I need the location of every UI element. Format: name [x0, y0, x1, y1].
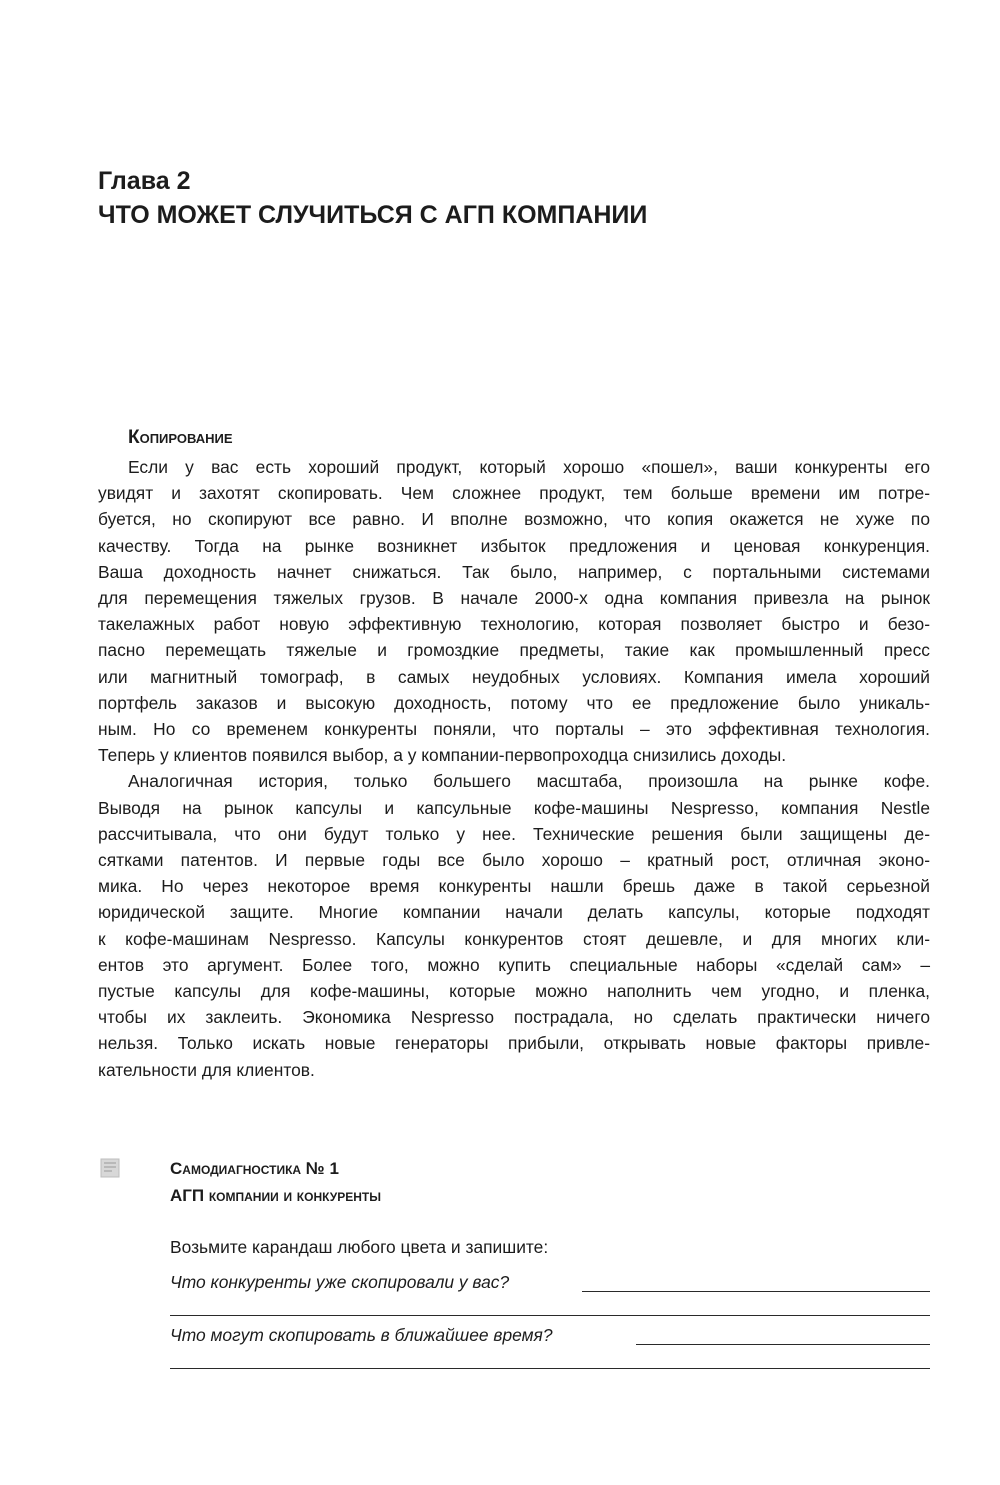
- text-line: буется, но скопируют все равно. И вполне возможно, что копия окажется не хуже по: [98, 509, 930, 530]
- answer-line-1a[interactable]: [582, 1291, 930, 1292]
- chapter-title: ЧТО МОЖЕТ СЛУЧИТЬСЯ С АГП КОМПАНИИ: [98, 201, 648, 229]
- self-diagnosis-subtitle: АГП компании и конкуренты: [170, 1186, 381, 1205]
- text-line: рассчитывала, что они будут только у нее. Технические решения были защищены де-: [98, 823, 930, 844]
- text-line: Если у вас есть хороший продукт, который хорошо «пошел», ваши конкуренты его: [128, 457, 930, 477]
- text-line: нельзя. Только искать новые генераторы прибыли, открывать новые факторы привле-: [98, 1033, 930, 1054]
- paragraph-2: [98, 768, 930, 1082]
- text-line: Теперь у клиентов появился выбор, а у компании-первопроходца снизились доходы.: [98, 745, 787, 766]
- question-1: Что конкуренты уже скопировали у вас?: [170, 1272, 510, 1292]
- answer-line-2b[interactable]: [170, 1368, 930, 1369]
- text-line: качеству. Тогда на рынке возникнет избыток предложения и ценовая конкуренция.: [98, 535, 930, 556]
- section-heading: Копирование: [128, 427, 233, 448]
- text-line: пасно перемещать тяжелые и громоздкие предметы, такие как промышленный пресс: [98, 640, 930, 661]
- paragraph-1: [98, 454, 930, 768]
- answer-line-1b[interactable]: [170, 1315, 930, 1316]
- text-line: Ваша доходность начнет снижаться. Так было, например, с портальными системами: [98, 561, 930, 582]
- text-line: ентов это аргумент. Более того, можно купить специальные наборы «сделай сам» –: [98, 954, 930, 975]
- text-line: портфель заказов и высокую доходность, потому что ее предложение было уникаль-: [98, 692, 930, 713]
- text-line: кательности для клиентов.: [98, 1059, 315, 1080]
- pencil-note-icon: [100, 1158, 120, 1178]
- question-2: Что могут скопировать в ближайшее время?: [170, 1325, 553, 1345]
- text-line: увидят и захотят скопировать. Чем сложнее продукт, тем больше времени им потре-: [98, 483, 930, 504]
- text-line: для перемещения тяжелых грузов. В начале 2000-х одна компания привезла на рынок: [98, 588, 930, 609]
- text-line: юридической защите. Многие компании начали делать капсулы, которые подходят: [98, 902, 930, 923]
- text-line: сятками патентов. И первые годы все было хорошо – кратный рост, отличная эконо-: [98, 850, 930, 871]
- text-line: чтобы их заклеить. Экономика Nespresso пострадала, но сделать практически ничего: [98, 1007, 930, 1028]
- text-line: пустые капсулы для кофе-машины, которые можно наполнить чем угодно, и пленка,: [98, 981, 930, 1002]
- self-diagnosis-title: Самодиагностика № 1: [170, 1159, 339, 1178]
- text-line: Аналогичная история, только большего масштаба, произошла на рынке кофе.: [128, 771, 930, 792]
- self-diagnosis-instruction: Возьмите карандаш любого цвета и запишите:: [170, 1237, 549, 1257]
- text-line: к кофе-машинам Nespresso. Капсулы конкурентов стоят дешевле, и для многих кли-: [98, 928, 930, 949]
- text-line: Выводя на рынок капсулы и капсульные кофе-машины Nespresso, компания Nestle: [98, 797, 930, 818]
- text-line: ным. Но со временем конкуренты поняли, что порталы – это эффективная технология.: [98, 719, 930, 740]
- text-line: или магнитный томограф, в самых неудобных условиях. Компания имела хороший: [98, 666, 930, 687]
- answer-line-2a[interactable]: [636, 1344, 930, 1345]
- body-text: [98, 454, 930, 1083]
- text-line: такелажных работ новую эффективную технологию, которая позволяет быстро и безо-: [98, 614, 930, 635]
- chapter-number: Глава 2: [98, 167, 191, 195]
- text-line: мика. Но через некоторое время конкуренты нашли брешь даже в такой серьезной: [98, 876, 930, 897]
